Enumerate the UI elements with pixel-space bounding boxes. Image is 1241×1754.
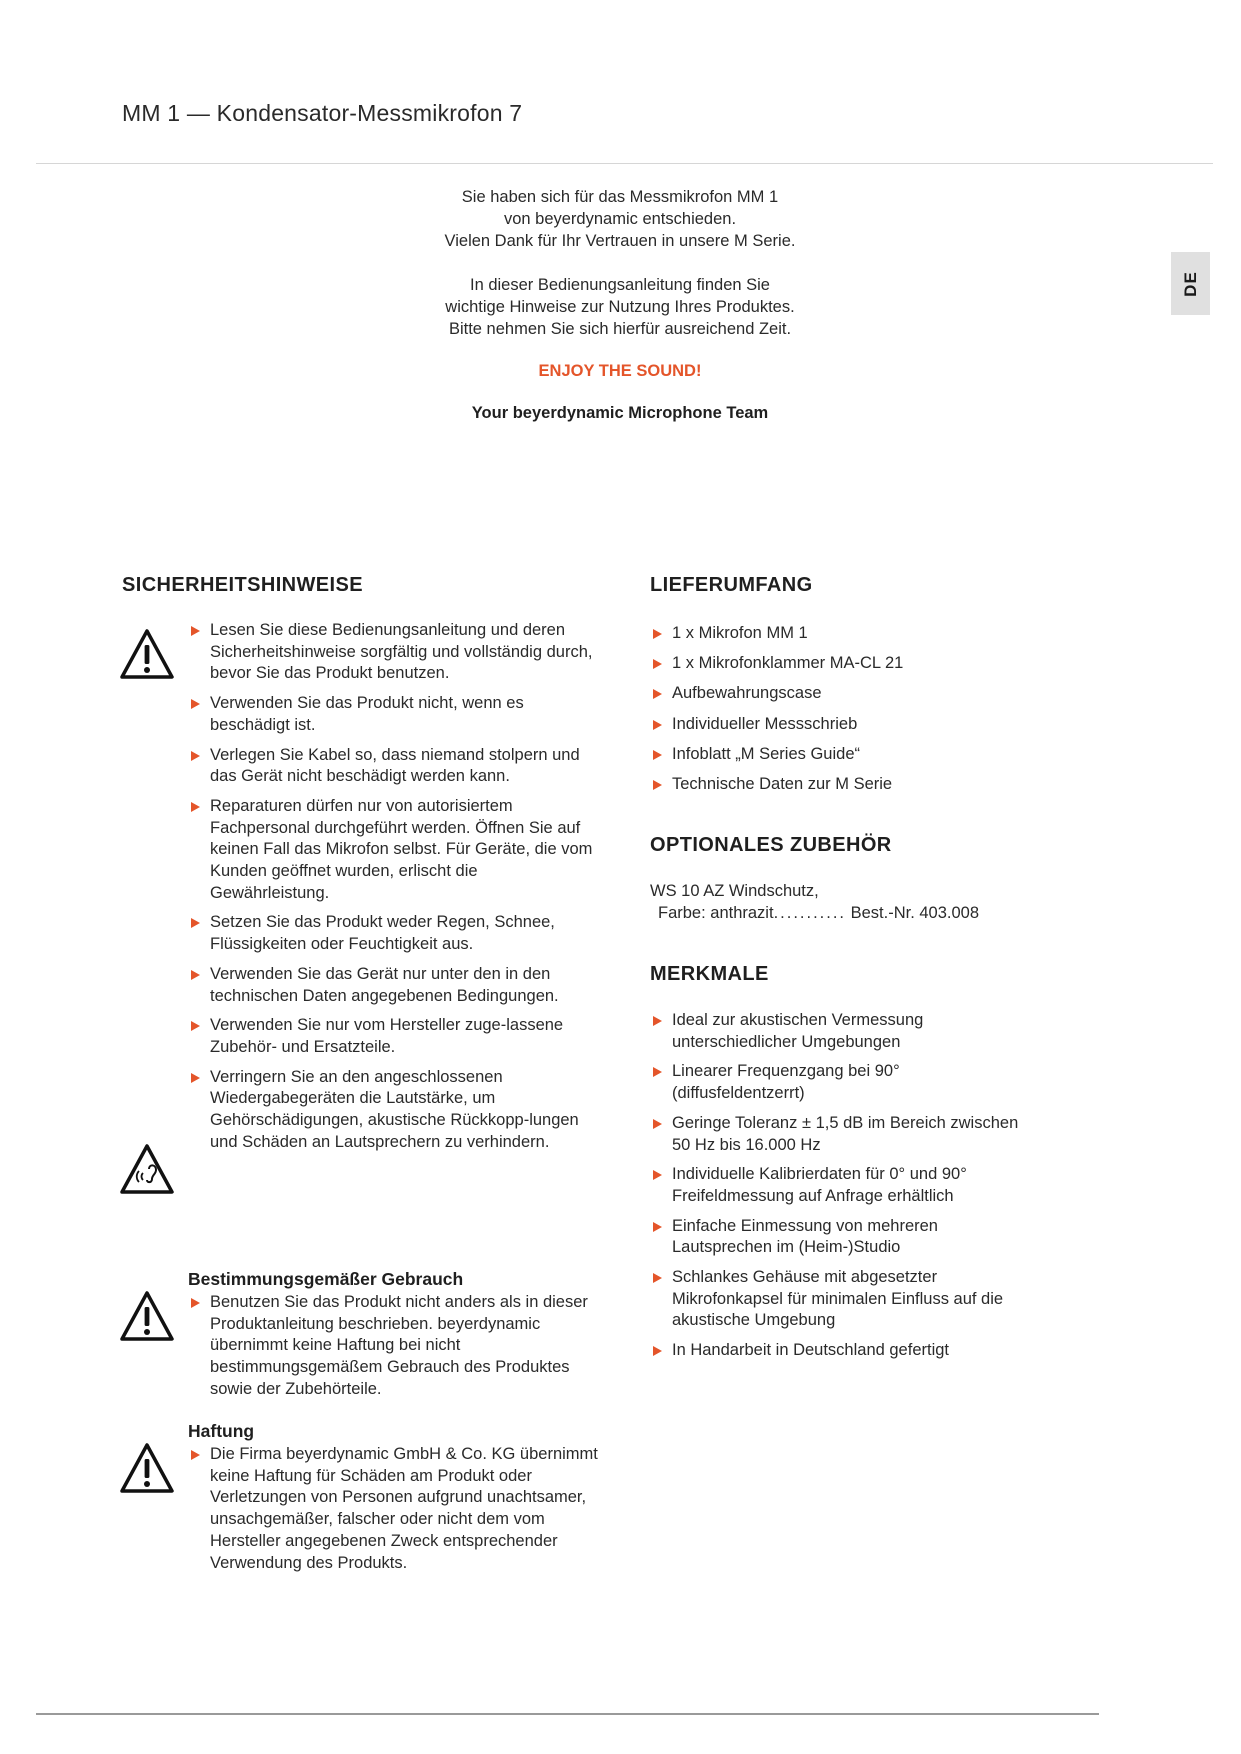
list-item [650, 744, 1090, 766]
warning-icon [119, 628, 175, 680]
team-signature: Your beyerdynamic Microphone Team [471, 404, 769, 422]
accessory-name: WS 10 AZ Windschutz, [650, 882, 819, 900]
list-item-text: Verwenden Sie nur vom Hersteller zuge-lassene Zubehör- und Ersatzteile. [210, 1016, 564, 1056]
list-item-text: Verringern Sie an den angeschlossenen Wiedergabegeräten die Lautstärke, um Gehörschädigungen, akustische Rückkopp-lungen und Schäden an Lautsprechern zu verhindern. [210, 1067, 579, 1151]
intro-line: In dieser Bedienungsanleitung finden Sie [470, 276, 770, 294]
list-item-text: Technische Daten zur M Serie [672, 775, 893, 794]
list-item [650, 623, 1090, 645]
list-item-text: Lesen Sie diese Bedienungsanleitung und deren Sicherheitshinweise sorgfältig und vollständig durch, bevor Sie das Produkt benutzen. [210, 621, 593, 683]
hearing-warning-icon [119, 1143, 175, 1195]
list-item-text: Verwenden Sie das Gerät nur unter den in den technischen Daten angegebenen Bedingungen. [210, 964, 559, 1005]
list-item [188, 1067, 598, 1154]
list-item-text: Die Firma beyerdynamic GmbH & Co. KG übernimmt keine Haftung für Schäden am Produkt oder Verletzungen von Personen aufgrund unachtsamer, unsachgemäßer, falscher oder nicht dem vom Hersteller angegebenen Zweck entsprechender Verwendung des Produkts. [210, 1445, 598, 1572]
delivery-list [650, 623, 1090, 804]
list-item [650, 1216, 1030, 1259]
bullet-icon [653, 720, 662, 730]
bullet-icon [653, 750, 662, 760]
bullet-icon [653, 780, 662, 790]
bullet-icon [653, 1067, 662, 1077]
accessory-dots: ........... [773, 904, 846, 922]
list-item-text: Einfache Einmessung von mehreren Lautsprechen im (Heim-)Studio [672, 1216, 938, 1257]
list-item [650, 1113, 1030, 1156]
list-item-text: Verwenden Sie das Produkt nicht, wenn es beschädigt ist. [210, 694, 524, 734]
list-item [188, 964, 598, 1007]
footer-divider [36, 1713, 1099, 1715]
list-item [650, 1010, 1030, 1053]
accessory-order-line [650, 902, 979, 924]
list-item-text: Linearer Frequenzgang bei 90° (diffusfeldentzerrt) [672, 1062, 900, 1103]
bullet-icon [191, 1450, 200, 1460]
list-item [650, 1164, 1030, 1207]
list-item-text: Infoblatt „M Series Guide“ [672, 744, 860, 763]
list-item [650, 653, 1090, 675]
intro-block [400, 186, 840, 424]
list-item [188, 620, 598, 685]
language-tab [1171, 252, 1210, 315]
warning-icon [119, 1442, 175, 1494]
features-title: MERKMALE [650, 963, 769, 985]
list-item [188, 796, 598, 905]
page-title: MM 1 — Kondensator-Messmikrofon 7 [122, 100, 523, 126]
bullet-icon [191, 918, 200, 928]
list-item [188, 693, 598, 736]
bullet-icon [653, 629, 662, 639]
intro-line: wichtige Hinweise zur Nutzung Ihres Produktes. [445, 298, 795, 316]
list-item [650, 774, 1090, 796]
list-item [650, 714, 1090, 736]
intro-paragraph-2 [400, 274, 840, 340]
bullet-icon [191, 1298, 200, 1308]
intro-line: Bitte nehmen Sie sich hierfür ausreichend Zeit. [448, 320, 792, 338]
language-tab-label: DE [1180, 270, 1200, 297]
list-item-text: Ideal zur akustischen Vermessung unterschiedlicher Umgebungen [672, 1011, 924, 1051]
list-item-text: Reparaturen dürfen nur von autorisiertem Fachpersonal durchgeführt werden. Öffnen Sie auf keinen Fall das Mikrofon selbst. Für Geräte, die vom Kunden geöffnet wurden, erlischt die Gewährleistung. [210, 796, 593, 902]
list-item [188, 912, 598, 955]
intro-paragraph-1 [400, 186, 840, 252]
accessories-title: OPTIONALES ZUBEHÖR [650, 834, 892, 856]
warning-icon [119, 1290, 175, 1342]
accessory-color: Farbe: anthrazit [658, 904, 774, 922]
list-item-text: 1 x Mikrofonklammer MA-CL 21 [672, 654, 904, 673]
list-item [188, 1015, 598, 1058]
bullet-icon [191, 626, 200, 636]
bullet-icon [191, 970, 200, 980]
list-item-text: 1 x Mikrofon MM 1 [672, 624, 808, 642]
bullet-icon [191, 1073, 200, 1083]
bullet-icon [653, 659, 662, 669]
features-list [650, 1010, 1030, 1370]
bullet-icon [191, 1021, 200, 1031]
intended-use-title: Bestimmungsgemäßer Gebrauch [188, 1269, 464, 1289]
list-item-text: Aufbewahrungscase [672, 684, 822, 703]
list-item [188, 745, 598, 788]
list-item [650, 1340, 1030, 1362]
safety-title: SICHERHEITSHINWEISE [122, 574, 363, 596]
bullet-icon [653, 1346, 662, 1356]
liability-list [188, 1444, 598, 1582]
bullet-icon [191, 751, 200, 761]
intro-line: Vielen Dank für Ihr Vertrauen in unsere M Serie. [444, 232, 796, 250]
list-item-text: Schlankes Gehäuse mit abgesetzter Mikrofonkapsel für minimalen Einfluss auf die akustische Umgebung [672, 1268, 1004, 1330]
liability-title: Haftung [188, 1421, 255, 1441]
list-item [650, 683, 1090, 705]
bullet-icon [653, 1273, 662, 1283]
list-item [188, 1444, 598, 1574]
bullet-icon [653, 1222, 662, 1232]
list-item-text: Setzen Sie das Produkt weder Regen, Schnee, Flüssigkeiten oder Feuchtigkeit aus. [210, 913, 555, 954]
accessory-order-number: Best.-Nr. 403.008 [850, 904, 980, 922]
bullet-icon [653, 1016, 662, 1026]
safety-list [188, 620, 598, 1161]
list-item [650, 1267, 1030, 1332]
bullet-icon [191, 802, 200, 812]
accessory-entry [650, 880, 979, 924]
bullet-icon [653, 689, 662, 699]
delivery-title: LIEFERUMFANG [650, 574, 813, 596]
header-divider [36, 163, 1213, 164]
intro-line: von beyerdynamic entschieden. [503, 210, 737, 228]
intended-use-list [188, 1292, 598, 1409]
list-item [188, 1292, 598, 1401]
bullet-icon [191, 699, 200, 709]
bullet-icon [653, 1170, 662, 1180]
list-item-text: Benutzen Sie das Produkt nicht anders als in dieser Produktanleitung beschrieben. beyerdynamic übernimmt keine Haftung bei nicht bestimmungsgemäßem Gebrauch des Produktes sowie der Zubehörteile. [210, 1293, 588, 1398]
bullet-icon [653, 1119, 662, 1129]
list-item-text: Individuelle Kalibrierdaten für 0° und 90° Freifeldmessung auf Anfrage erhältlich [672, 1165, 967, 1205]
list-item-text: Verlegen Sie Kabel so, dass niemand stolpern und das Gerät nicht beschädigt werden kann. [210, 745, 580, 786]
intro-line: Sie haben sich für das Messmikrofon MM 1 [461, 188, 779, 206]
list-item-text: Individueller Messschrieb [672, 714, 858, 733]
list-item [650, 1061, 1030, 1104]
enjoy-slogan: ENJOY THE SOUND! [538, 362, 702, 380]
list-item-text: Geringe Toleranz ± 1,5 dB im Bereich zwischen 50 Hz bis 16.000 Hz [672, 1113, 1019, 1154]
list-item-text: In Handarbeit in Deutschland gefertigt [672, 1341, 950, 1360]
